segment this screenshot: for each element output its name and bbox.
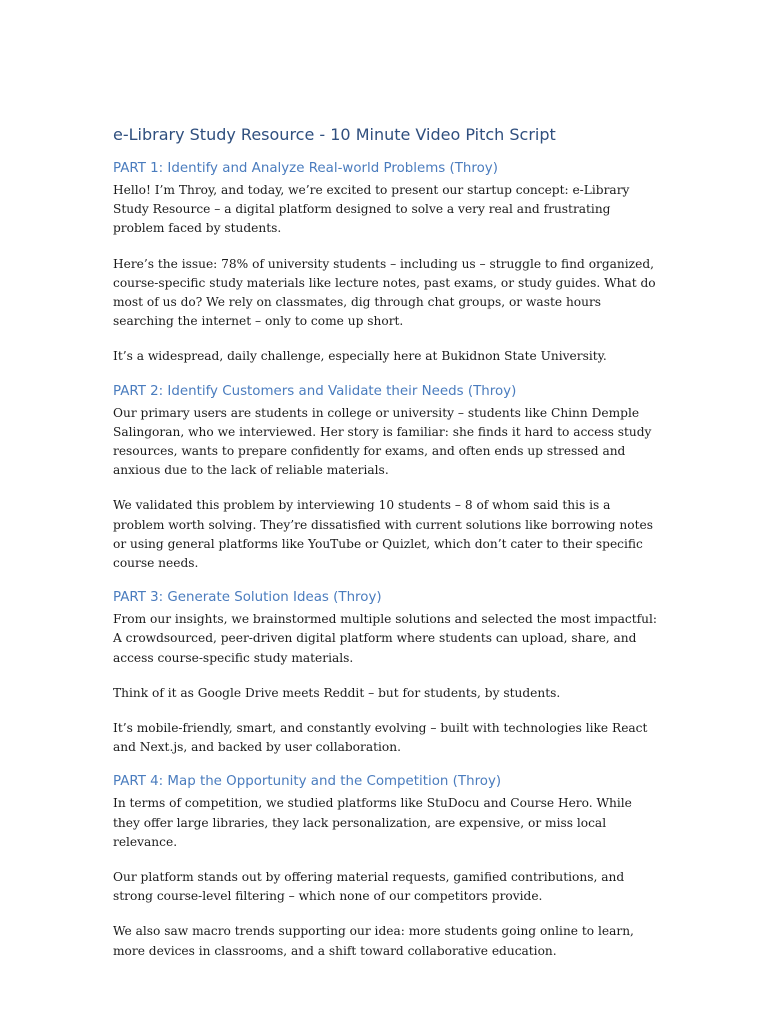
paragraph: It’s a widespread, daily challenge, especially here at Bukidnon State University. bbox=[113, 349, 607, 364]
section-part-2 bbox=[113, 382, 661, 574]
section-part-1 bbox=[113, 159, 661, 367]
document-content bbox=[113, 124, 661, 976]
paragraph: Our primary users are students in college or university – students like Chinn Demple Salingoran, who we interviewed. Her story is familiar: she finds it hard to access study resources, wants to prepare confidently for exams, and often ends up stressed and anxious due to the lack of reliable materials. bbox=[113, 405, 652, 478]
document-title: e-Library Study Resource - 10 Minute Video Pitch Script bbox=[113, 125, 556, 144]
section-part-4 bbox=[113, 772, 661, 960]
paragraph: Here’s the issue: 78% of university students – including us – struggle to find organized, course-specific study materials like lecture notes, past exams, or study guides. What do most of us do? We rely on classmates, dig through chat groups, or waste hours searching the internet – only to come up short. bbox=[113, 256, 656, 329]
section-heading: PART 1: Identify and Analyze Real-world Problems (Throy) bbox=[113, 161, 498, 176]
paragraph: Think of it as Google Drive meets Reddit – but for students, by students. bbox=[113, 685, 561, 700]
paragraph: In terms of competition, we studied platforms like StuDocu and Course Hero. While they offer large libraries, they lack personalization, are expensive, or miss local relevance. bbox=[113, 796, 632, 849]
section-part-3 bbox=[113, 588, 661, 757]
paragraph: We validated this problem by interviewing 10 students – 8 of whom said this is a problem worth solving. They’re dissatisfied with current solutions like borrowing notes or using general platforms like YouTube or Quizlet, which don’t cater to their specific course needs. bbox=[113, 498, 653, 571]
paragraph: From our insights, we brainstormed multiple solutions and selected the most impactful: A crowdsourced, peer-driven digital platform where students can upload, share, and access course-specific study materials. bbox=[113, 612, 657, 665]
section-heading: PART 2: Identify Customers and Validate their Needs (Throy) bbox=[113, 383, 517, 399]
section-heading: PART 4: Map the Opportunity and the Competition (Throy) bbox=[113, 774, 502, 790]
section-heading: PART 3: Generate Solution Ideas (Throy) bbox=[113, 590, 382, 606]
paragraph: It’s mobile-friendly, smart, and constantly evolving – built with technologies like React and Next.js, and backed by user collaboration. bbox=[113, 721, 648, 755]
paragraph: Our platform stands out by offering material requests, gamified contributions, and strong course-level filtering – which none of our competitors provide. bbox=[113, 870, 625, 904]
paragraph: Hello! I’m Throy, and today, we’re excited to present our startup concept: e-Library Study Resource – a digital platform designed to solve a very real and frustrating problem faced by students. bbox=[113, 183, 630, 236]
paragraph: We also saw macro trends supporting our idea: more students going online to learn, more devices in classrooms, and a shift toward collaborative education. bbox=[113, 924, 634, 958]
